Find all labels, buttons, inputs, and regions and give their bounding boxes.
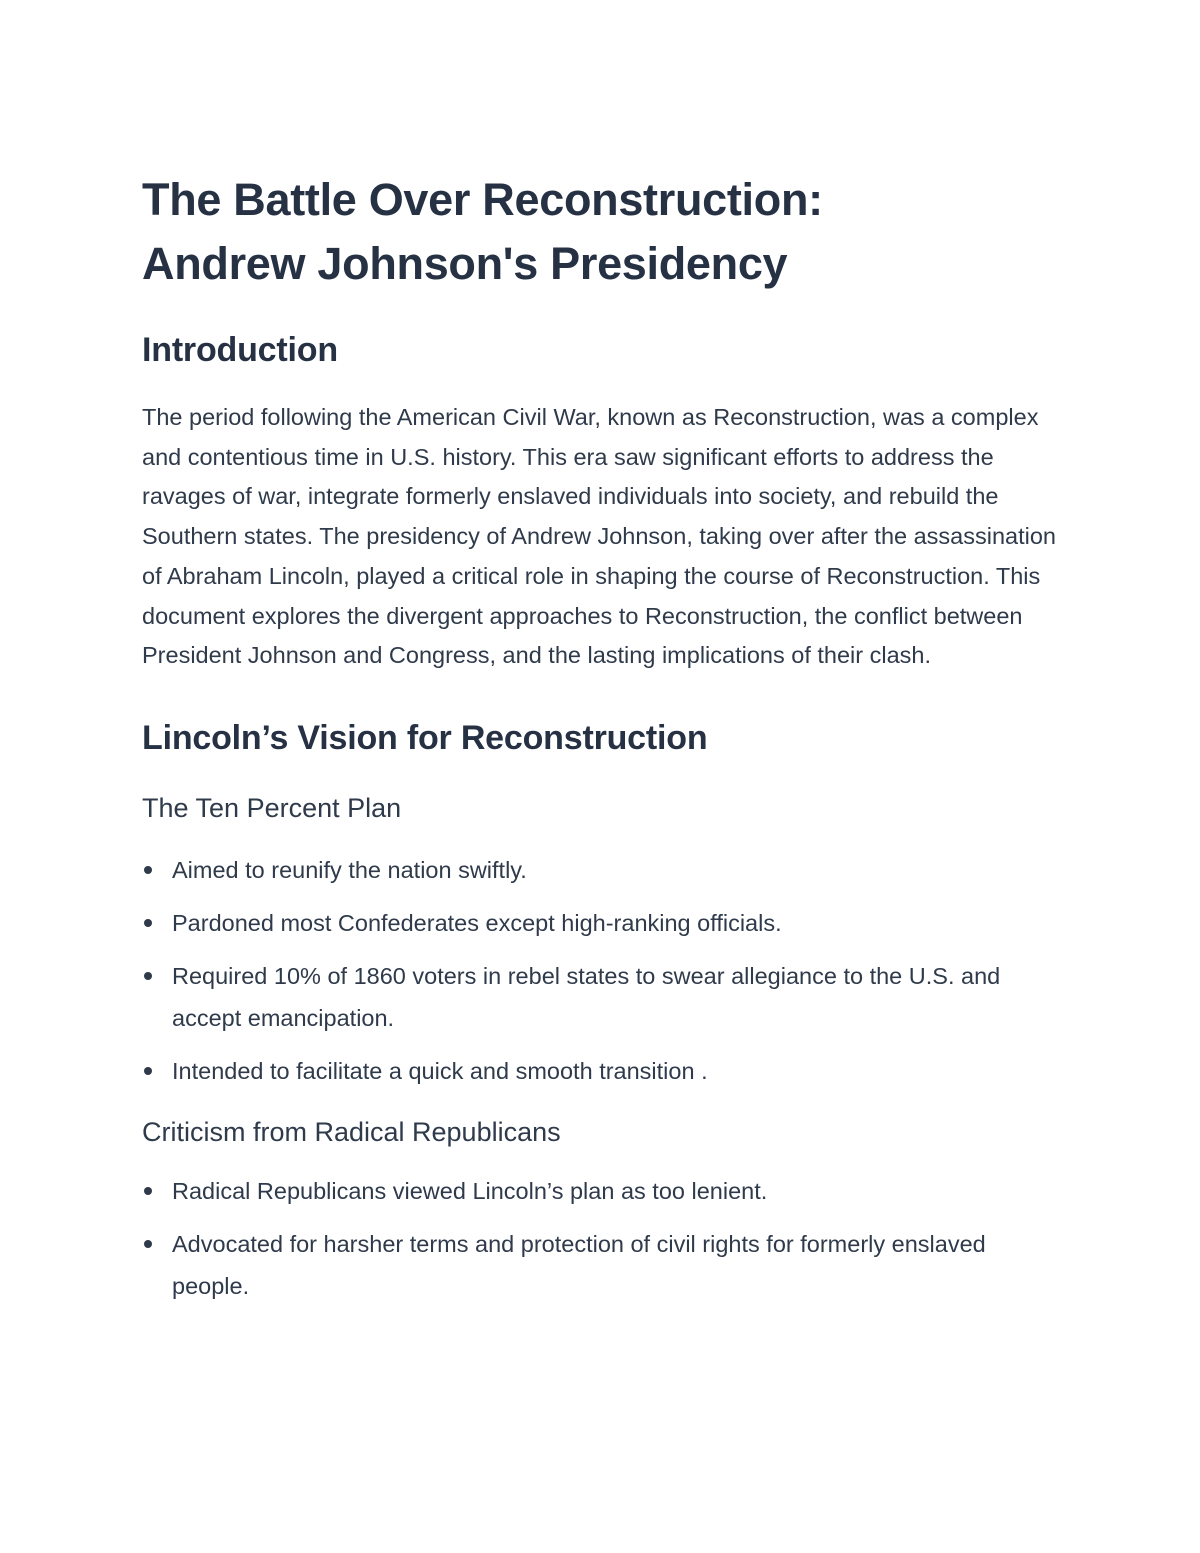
bullet-icon [144, 1067, 152, 1075]
document-page [142, 168, 1062, 1318]
bullet-icon [144, 919, 152, 927]
list-item [142, 1050, 1062, 1092]
list-item [142, 849, 1062, 891]
bullet-icon [144, 866, 152, 874]
title-line-1: The Battle Over Reconstruction: [142, 174, 823, 225]
list-item-text: Pardoned most Confederates except high-ranking officials. [172, 909, 782, 936]
list-item [142, 902, 1062, 944]
list-item-text: Intended to facilitate a quick and smooth transition . [172, 1057, 708, 1084]
bullet-icon [144, 1187, 152, 1195]
list-item-text: Required 10% of 1860 voters in rebel states to swear allegiance to the U.S. and accept emancipation. [172, 962, 1001, 1031]
introduction-paragraph: The period following the American Civil War, known as Reconstruction, was a complex and contentious time in U.S. history. This era saw significant efforts to address the ravages of war, integrate formerly enslaved individuals into society, and rebuild the Southern states. The presidency of Andrew Johnson, taking over after the assassination of Abraham Lincoln, played a critical role in shaping the course of Reconstruction. This document explores the divergent approaches to Reconstruction, the conflict between President Johnson and Congress, and the lasting implications of their clash. [142, 404, 1056, 669]
introduction-heading: Introduction [142, 331, 338, 369]
list-item [142, 955, 1062, 1039]
ten-percent-plan-heading: The Ten Percent Plan [142, 792, 402, 823]
list-item-text: Aimed to reunify the nation swiftly. [172, 856, 527, 883]
title-line-2: Andrew Johnson's Presidency [142, 238, 788, 289]
list-item [142, 1223, 1062, 1307]
document-title [142, 168, 1062, 296]
list-item-text: Advocated for harsher terms and protection of civil rights for formerly enslaved people. [172, 1230, 986, 1299]
criticism-list [142, 1170, 1062, 1307]
list-item [142, 1170, 1062, 1212]
criticism-heading: Criticism from Radical Republicans [142, 1116, 561, 1147]
list-item-text: Radical Republicans viewed Lincoln’s plan as too lenient. [172, 1177, 768, 1204]
ten-percent-plan-list [142, 849, 1062, 1092]
lincoln-vision-heading: Lincoln’s Vision for Reconstruction [142, 718, 708, 757]
bullet-icon [144, 972, 152, 980]
bullet-icon [144, 1240, 152, 1248]
